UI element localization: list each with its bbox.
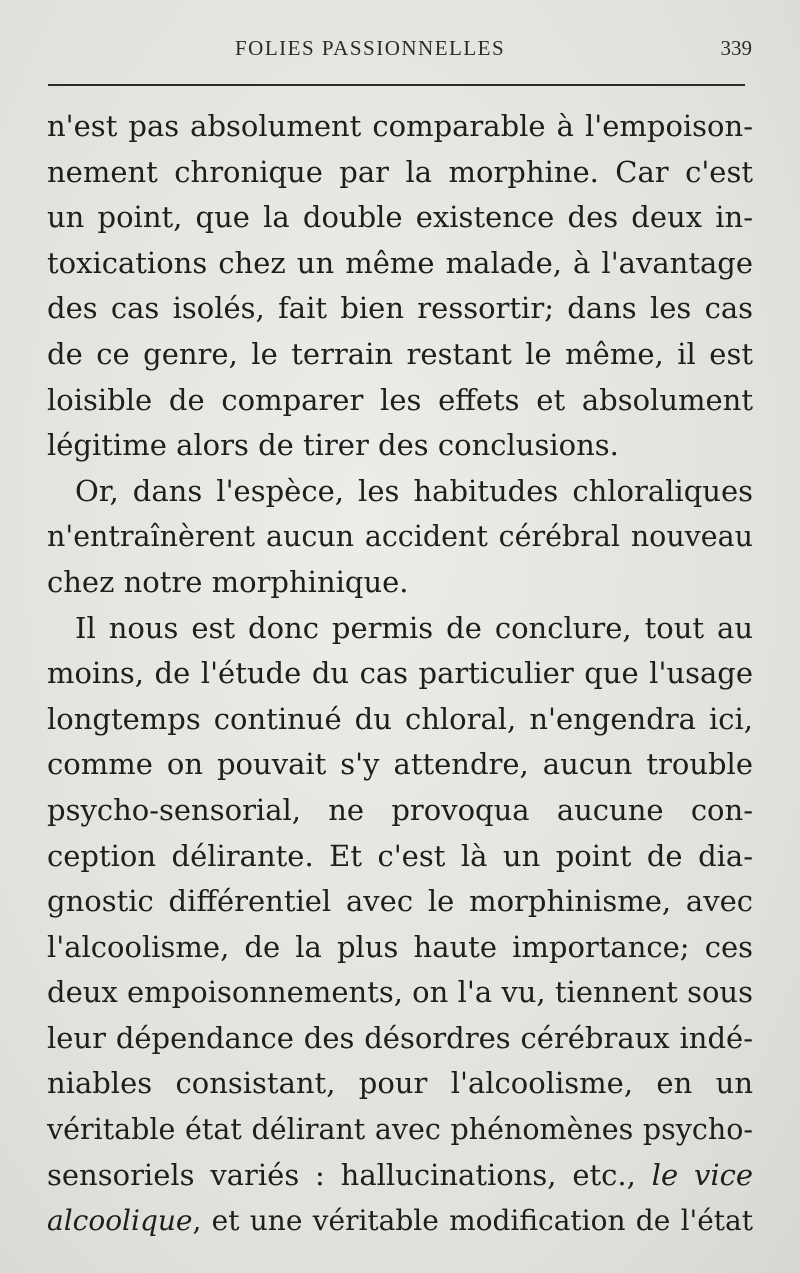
text-line: l'alcoolisme, de la plus haute importance; ces: [47, 929, 753, 964]
text-line: Il nous est donc permis de conclure, tout au: [75, 610, 753, 645]
text-line: n'est pas absolument comparable à l'empoison-: [47, 109, 753, 143]
text-line: [47, 1153, 753, 1199]
text-line: n'entraînèrent aucun accident cérébral nouveau: [47, 520, 753, 554]
text-line: un point, que la double existence des deux in-: [47, 200, 753, 235]
text-line: [47, 1198, 753, 1244]
text-line: niables consistant, pour l'alcoolisme, en un: [47, 1066, 753, 1101]
text-line: véritable état délirant avec phénomènes psycho-: [47, 1113, 753, 1147]
text-line: Or, dans l'espèce, les habitudes chloraliques: [75, 473, 753, 508]
text-line: moins, de l'étude du cas particulier que l'usage: [47, 656, 753, 691]
text-line: chez notre morphinique.: [47, 564, 409, 599]
text-run: , et une véritable modification de l'état: [192, 1204, 753, 1238]
text-run: sensoriels variés : hallucinations, etc.,: [47, 1157, 636, 1192]
text-line: toxications chez un même malade, à l'avantage: [47, 245, 753, 280]
text-line: ception délirante. Et c'est là un point de dia-: [47, 838, 753, 873]
body-text: [47, 104, 753, 1244]
running-title: FOLIES PASSIONNELLES: [235, 36, 506, 60]
text-line: de ce genre, le terrain restant le même, il est: [47, 336, 753, 371]
header-rule: [48, 84, 745, 86]
text-line: légitime alors de tirer des conclusions.: [47, 428, 619, 463]
text-line: psycho-sensorial, ne provoqua aucune con-: [47, 792, 753, 827]
text-line: loisible de comparer les effets et absolument: [47, 382, 753, 417]
text-line: longtemps continué du chloral, n'engendra ici,: [47, 701, 753, 736]
text-line: gnostic différentiel avec le morphinisme, avec: [47, 884, 753, 919]
text-line: leur dépendance des désordres cérébraux indé-: [47, 1020, 753, 1055]
running-header: [0, 36, 800, 66]
text-line: deux empoisonnements, on l'a vu, tiennent sous: [47, 975, 753, 1010]
italic-text-run: le vice: [651, 1157, 754, 1192]
text-line: des cas isolés, fait bien ressortir; dans les cas: [47, 291, 753, 326]
text-line: nement chronique par la morphine. Car c'est: [47, 154, 753, 189]
page-number: 339: [720, 36, 752, 60]
text-line: comme on pouvait s'y attendre, aucun trouble: [47, 747, 753, 782]
italic-text-run: alcoolique: [47, 1204, 193, 1238]
